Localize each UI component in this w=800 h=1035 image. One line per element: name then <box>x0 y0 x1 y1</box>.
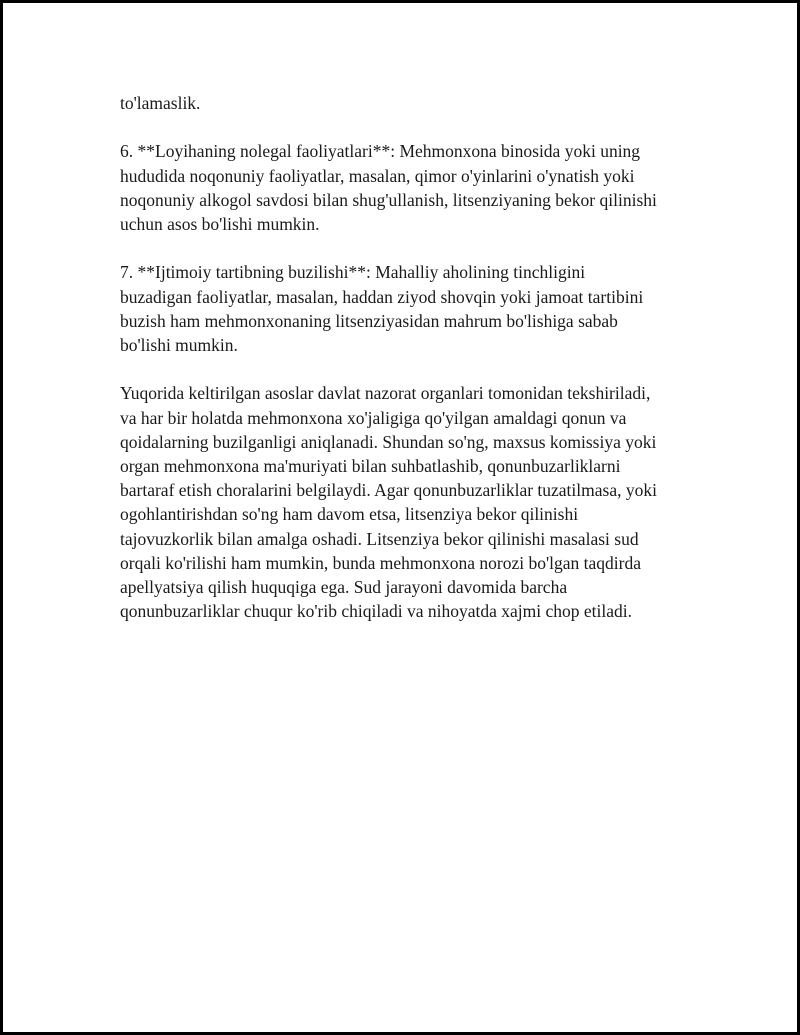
text-line: hududida noqonuniy faoliyatlar, masalan, qimor o'yinlarini o'ynatish yoki <box>120 165 635 186</box>
text-line: bo'lishi mumkin. <box>120 335 238 355</box>
document-body <box>120 91 710 648</box>
text-line: noqonuniy alkogol savdosi bilan shug'ullanish, litsenziyaning bekor qilinishi <box>120 189 657 210</box>
text-line: uchun asos bo'lishi mumkin. <box>120 214 320 234</box>
paragraph-summary <box>120 381 710 623</box>
text-line: orqali ko'rilishi ham mumkin, bunda mehmonxona norozi bo'lgan taqdirda <box>120 552 642 573</box>
text-line: qonunbuzarliklar chuqur ko'rib chiqiladi va nihoyatda xajmi chop etiladi. <box>120 601 632 622</box>
paragraph-continuation <box>120 91 710 115</box>
text-line: Yuqorida keltirilgan asoslar davlat nazorat organlari tomonidan tekshiriladi, <box>120 383 651 404</box>
paragraph-item-6 <box>120 139 710 236</box>
text-line: ogohlantirishdan so'ng ham davom etsa, litsenziya bekor qilinishi <box>120 504 579 525</box>
text-line: bartaraf etish choralarini belgilaydi. Agar qonunbuzarliklar tuzatilmasa, yoki <box>120 480 657 501</box>
text-line: buzadigan faoliyatlar, masalan, haddan ziyod shovqin yoki jamoat tartibini <box>120 286 644 307</box>
text-line: 7. **Ijtimoiy tartibning buzilishi**: Mahalliy aholining tinchligini <box>120 262 586 283</box>
text-line: tajovuzkorlik bilan amalga oshadi. Litsenziya bekor qilinishi masalasi sud <box>120 528 639 549</box>
text-line: va har bir holatda mehmonxona xo'jaligiga qo'yilgan amaldagi qonun va <box>120 407 627 428</box>
text-line: buzish ham mehmonxonaning litsenziyasidan mahrum bo'lishiga sabab <box>120 310 618 331</box>
paragraph-item-7 <box>120 260 710 357</box>
text-line: organ mehmonxona ma'muriyati bilan suhbatlashib, qonunbuzarliklarni <box>120 456 621 476</box>
text-line: 6. **Loyihaning nolegal faoliyatlari**: Mehmonxona binosida yoki uning <box>120 141 641 162</box>
text-line: qoidalarning buzilganligi aniqlanadi. Shundan so'ng, maxsus komissiya yoki <box>120 431 657 452</box>
text-line: to'lamaslik. <box>120 93 201 113</box>
text-line: apellyatsiya qilish huquqiga ega. Sud jarayoni davomida barcha <box>120 577 568 598</box>
